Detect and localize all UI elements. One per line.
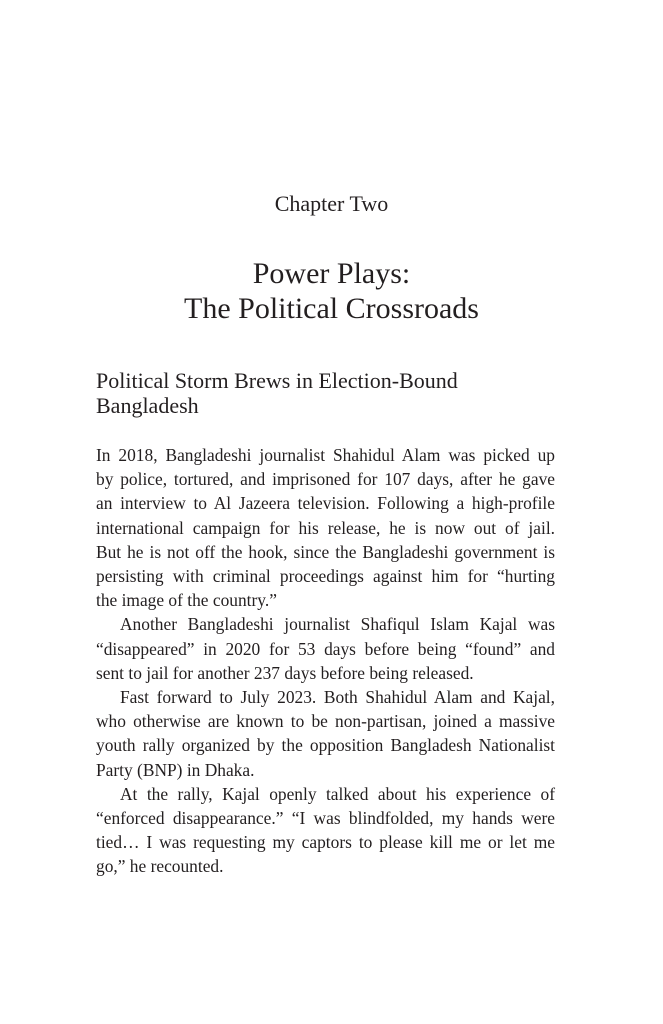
text-line: “enforced disappearance.” “I was blindfolded, my hands were: [96, 808, 555, 829]
section-heading-line-2: Bangladesh: [96, 393, 199, 418]
text-line: who otherwise are known to be non-partisan, joined a massive: [96, 711, 555, 732]
text-line: Fast forward to July 2023. Both Shahidul Alam and Kajal,: [120, 687, 555, 708]
paragraph: [96, 685, 555, 782]
text-line: international campaign for his release, he is now out of jail.: [96, 517, 555, 538]
text-line: by police, tortured, and imprisoned for 107 days, after he gave: [96, 469, 555, 490]
text-line: sent to jail for another 237 days before being released.: [96, 662, 474, 683]
paragraph: [96, 782, 555, 879]
text-line: At the rally, Kajal openly talked about his experience of: [120, 783, 555, 804]
text-line: Party (BNP) in Dhaka.: [96, 759, 255, 780]
text-line: the image of the country.”: [96, 590, 277, 611]
chapter-title: [0, 256, 663, 326]
chapter-title-line-1: Power Plays:: [252, 257, 411, 290]
body-text: [96, 443, 555, 879]
text-line: But he is not off the hook, since the Bangladeshi government is: [96, 541, 555, 562]
text-line: go,” he recounted.: [96, 856, 224, 877]
chapter-number: Chapter Two: [274, 191, 389, 216]
text-line: In 2018, Bangladeshi journalist Shahidul Alam was picked up: [96, 445, 555, 465]
text-line: an interview to Al Jazeera television. Following a high-profile: [96, 493, 555, 514]
text-line: tied… I was requesting my captors to please kill me or let me: [96, 832, 555, 853]
text-line: youth rally organized by the opposition Bangladesh Nationalist: [96, 735, 555, 756]
section-heading-line-1: Political Storm Brews in Election-Bound: [96, 368, 458, 393]
paragraph: [96, 443, 555, 612]
paragraph: [96, 612, 555, 685]
text-line: “disappeared” in 2020 for 53 days before being “found” and: [96, 638, 555, 659]
text-line: Another Bangladeshi journalist Shafiqul Islam Kajal was: [120, 614, 555, 635]
text-line: persisting with criminal proceedings against him for “hurting: [96, 566, 555, 587]
chapter-title-line-2: The Political Crossroads: [184, 292, 479, 325]
section-heading: [96, 368, 566, 418]
